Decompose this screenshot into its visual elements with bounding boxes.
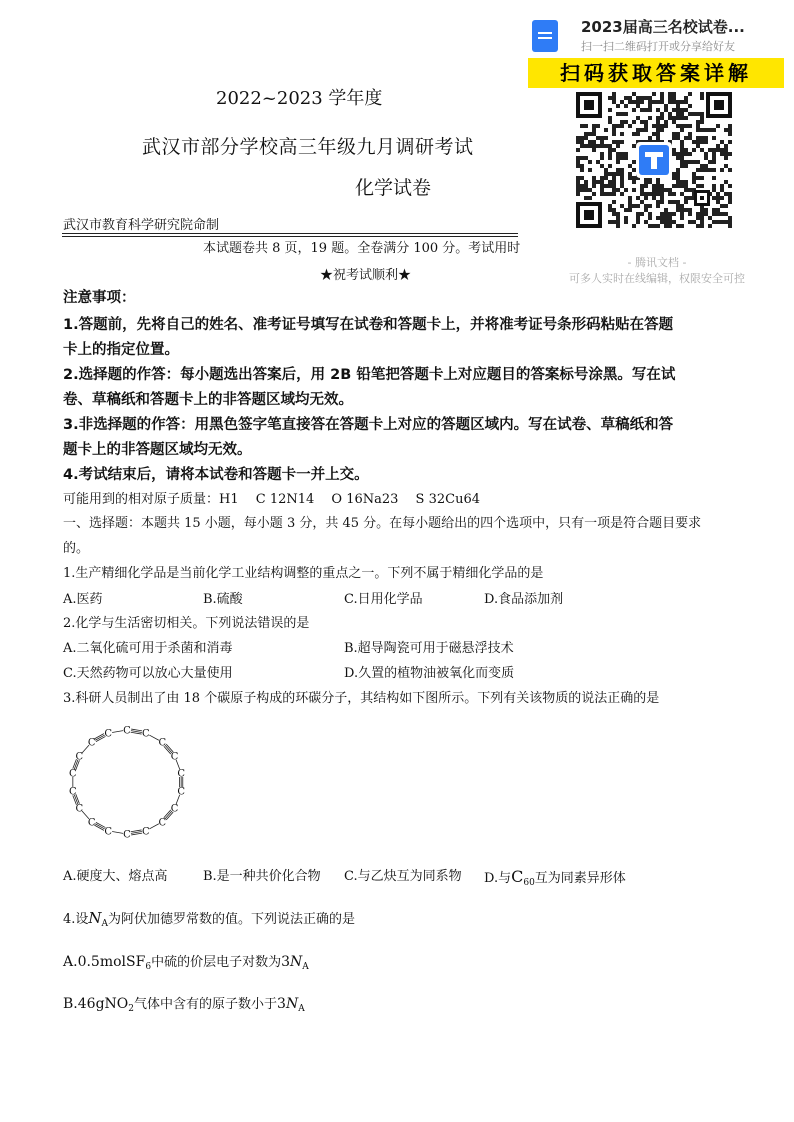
cyclocarbon-ring-diagram: [60, 718, 195, 848]
carbon-atom: C: [104, 728, 113, 740]
overlay-title[interactable]: 2023届高三名校试卷...: [581, 18, 745, 36]
q3-option-c: C.与乙炔互为同系物: [344, 869, 462, 884]
carbon-atom: C: [75, 751, 84, 763]
carbon-atom: C: [69, 768, 77, 780]
exam-subject: 化学试卷: [355, 177, 432, 199]
q1-stem: 1.生产精细化学品是当前化学工业结构调整的重点之一。下列不属于精细化学品的是: [63, 566, 544, 581]
carbon-atom: C: [69, 786, 77, 798]
carbon-atom: C: [170, 751, 179, 763]
notes-heading: 注意事项：: [63, 290, 136, 306]
header-rule-2: [62, 236, 518, 237]
q1-option-d: D.食品添加剂: [484, 592, 564, 607]
overlay-brand: - 腾讯文档 -: [627, 256, 687, 269]
note-line: 1.答题前，先将自己的姓名、准考证号填写在试卷和答题卡上，并将准考证号条形码粘贴在答题: [63, 317, 674, 333]
ring-bond: [149, 824, 159, 829]
carbon-atom: C: [104, 826, 113, 838]
q3-option-a: A.硬度大、熔点高: [63, 869, 168, 884]
overlay-hint: 扫一扫二维码打开或分享给好友: [581, 40, 735, 53]
q4-option-b: B.46gNO$_2$气体中含有的原子数小于$3N_A$: [63, 996, 305, 1014]
note-line: 4.考试结束后，请将本试卷和答题卡一并上交。: [63, 467, 369, 483]
overlay-description: 可多人实时在线编辑，权限安全可控: [569, 272, 745, 285]
document-icon: [532, 20, 558, 52]
q2-option-d: D.久置的植物油被氧化而变质: [344, 666, 515, 681]
q1-option-a: A.医药: [63, 592, 103, 607]
note-line: 3.非选择题的作答：用黑色签字笔直接答在答题卡上对应的答题区域内。写在试卷、草稿纸和答: [63, 417, 674, 433]
q2-option-b: B.超导陶瓷可用于磁悬浮技术: [344, 641, 514, 656]
answer-banner[interactable]: 扫码获取答案详解: [528, 58, 784, 88]
share-overlay: [520, 0, 794, 300]
q2-stem: 2.化学与生活密切相关。下列说法错误的是: [63, 616, 310, 631]
carbon-atom: C: [87, 817, 96, 829]
q1-option-c: C.日用化学品: [344, 592, 423, 607]
carbon-atom: C: [141, 728, 150, 740]
note-line: 2.选择题的作答：每小题选出答案后，用 2B 铅笔把答题卡上对应题目的答案标号涂黑。写在试: [63, 367, 676, 383]
ring-bond: [149, 735, 159, 740]
producer: 武汉市教育科学研究院命制: [63, 218, 220, 233]
section-instructions-cont: 的。: [63, 541, 90, 556]
carbon-atom: C: [123, 725, 131, 737]
carbon-atom: C: [177, 768, 185, 780]
q2-option-a: A.二氧化硫可用于杀菌和消毒: [63, 641, 233, 656]
q4-stem: 4.设$N_A$为阿伏加德罗常数的值。下列说法正确的是: [63, 909, 356, 929]
carbon-atom: C: [177, 786, 185, 798]
exam-wish: ★祝考试顺利★: [320, 268, 412, 283]
q1-option-b: B.硫酸: [203, 592, 243, 607]
carbon-atom: C: [87, 737, 96, 749]
note-line: 卡上的指定位置。: [63, 342, 179, 358]
carbon-atom: C: [158, 817, 167, 829]
exam-year: 2022~2023 学年度: [216, 88, 383, 109]
note-line: 卷、草稿纸和答题卡上的非答题区域均无效。: [63, 392, 353, 408]
q3-option-d: D.与$C_{60}$互为同素异形体: [484, 867, 626, 888]
exam-info: 本试题卷共 8 页，19 题。全卷满分 100 分。考试用时: [203, 241, 521, 256]
carbon-atom: C: [170, 803, 179, 815]
ring-atoms: [69, 726, 185, 841]
header-rule-1: [62, 233, 518, 234]
atomic-masses: 可能用到的相对原子质量：H1 C 12N14 O 16Na23 S 32Cu64: [63, 492, 480, 507]
q3-option-b: B.是一种共价化合物: [203, 869, 321, 884]
carbon-atom: C: [158, 737, 167, 749]
q2-option-c: C.天然药物可以放心大量使用: [63, 666, 233, 681]
qr-code[interactable]: [576, 92, 732, 228]
section-instructions: 一、选择题：本题共 15 小题，每小题 3 分，共 45 分。在每小题给出的四个选项中，只有一项是符合题目要求: [63, 516, 702, 531]
note-line: 题卡上的非答题区域均无效。: [63, 442, 252, 458]
ring-bond: [112, 832, 123, 834]
ring-bond: [112, 731, 123, 733]
carbon-atom: C: [141, 826, 150, 838]
exam-title: 武汉市部分学校高三年级九月调研考试: [142, 136, 474, 158]
carbon-atom: C: [75, 803, 84, 815]
q4-option-a: A.0.5molSF$_6$中硫的价层电子对数为$3N_A$: [63, 954, 309, 972]
q3-stem: 3.科研人员制出了由 18 个碳原子构成的环碳分子，其结构如下图所示。下列有关该物质的说法正确的是: [63, 691, 660, 706]
carbon-atom: C: [123, 829, 131, 841]
